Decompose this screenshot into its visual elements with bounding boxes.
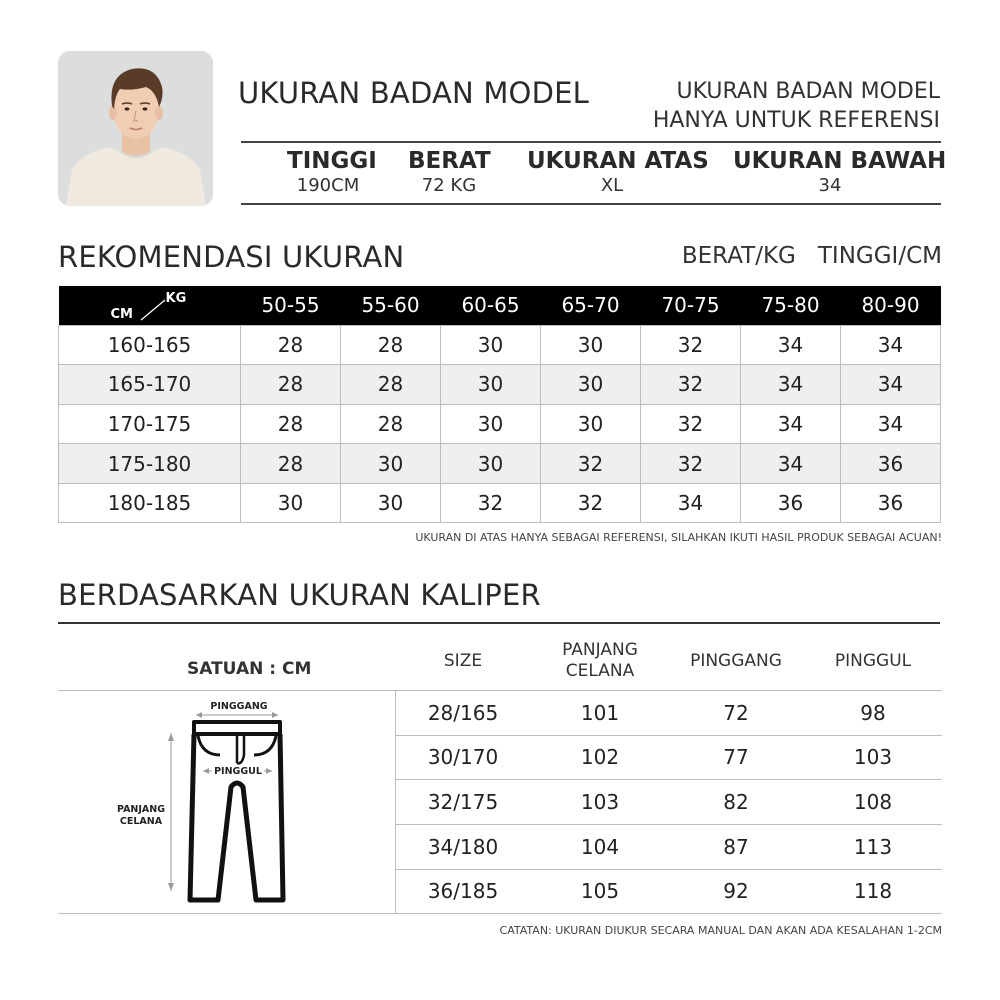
size-cell: 30: [341, 483, 441, 523]
size-cell: 28/165: [427, 701, 499, 725]
column-header-hip: PINGGUL: [834, 651, 912, 671]
table-row: [396, 735, 942, 779]
table-row: [396, 825, 942, 869]
size-cell: 32: [641, 444, 741, 484]
weight-column-header: 80-90: [841, 286, 941, 325]
length-label-line-2: CELANA: [119, 816, 163, 827]
weight-column-header: 55-60: [341, 286, 441, 325]
unit-weight: BERAT/KG: [681, 243, 796, 269]
size-cell: 30: [241, 483, 341, 523]
corner-header-cell: [59, 286, 241, 325]
diagram-label-waist: PINGGANG: [206, 701, 272, 713]
length-cell: 101: [580, 701, 620, 725]
length-cell: 102: [580, 745, 620, 769]
model-stat-top-size: [527, 148, 709, 197]
stat-value: 190CM: [296, 175, 360, 196]
hip-cell: 108: [853, 790, 893, 814]
size-recommendation-table: [58, 286, 941, 523]
table-row: [396, 691, 942, 735]
hip-cell: 103: [853, 745, 893, 769]
size-cell: 28: [341, 325, 441, 365]
height-cell: 170-175: [59, 404, 241, 444]
stat-value: 72 KG: [421, 175, 477, 196]
length-cell: 103: [580, 790, 620, 814]
size-cell: 36/185: [427, 879, 499, 903]
stat-value: XL: [600, 175, 624, 196]
length-cell: 105: [580, 879, 620, 903]
size-cell: 30: [441, 444, 541, 484]
size-cell: 36: [741, 483, 841, 523]
model-note-line-2: HANYA UNTUK REFERENSI: [652, 108, 940, 133]
size-cell: 34: [741, 325, 841, 365]
height-cell: 180-185: [59, 483, 241, 523]
height-cell: 165-170: [59, 365, 241, 405]
size-cell: 30: [541, 365, 641, 405]
size-cell: 32: [641, 325, 741, 365]
size-cell: 30: [541, 404, 641, 444]
table-row: [59, 325, 941, 365]
model-size-note: [653, 77, 940, 135]
size-cell: 34/180: [427, 835, 499, 859]
size-cell: 32: [541, 483, 641, 523]
model-stat-weight: [408, 148, 490, 197]
weight-column-header: 50-55: [241, 286, 341, 325]
size-cell: 28: [341, 365, 441, 405]
diagonal-divider: [59, 286, 241, 325]
model-rule-top: [241, 141, 941, 143]
table-row: [59, 444, 941, 484]
caliper-title-rule: [58, 622, 940, 624]
size-cell: 34: [741, 444, 841, 484]
size-cell: 28: [241, 444, 341, 484]
recommendation-footnote: UKURAN DI ATAS HANYA SEBAGAI REFERENSI, SILAHKAN IKUTI HASIL PRODUK SEBAGAI ACUAN!: [415, 531, 942, 544]
waist-cell: 92: [723, 879, 749, 903]
pants-outline-icon: [110, 695, 310, 910]
size-cell: 30/170: [427, 745, 499, 769]
corner-label-cm: CM: [110, 306, 133, 322]
stat-label: UKURAN ATAS: [527, 148, 709, 174]
size-cell: 32/175: [427, 790, 499, 814]
weight-column-header: 70-75: [641, 286, 741, 325]
size-cell: 28: [241, 325, 341, 365]
weight-column-header: 75-80: [741, 286, 841, 325]
model-stat-height: [287, 148, 377, 197]
size-cell: 34: [841, 365, 941, 405]
stat-label: TINGGI: [287, 148, 377, 174]
waist-cell: 77: [723, 745, 749, 769]
hip-cell: 118: [853, 879, 893, 903]
size-cell: 36: [841, 444, 941, 484]
waist-cell: 72: [723, 701, 749, 725]
column-header-size: SIZE: [443, 651, 483, 671]
hip-cell: 98: [860, 701, 886, 725]
size-cell: 30: [541, 325, 641, 365]
size-cell: 30: [441, 404, 541, 444]
model-portrait-image: [58, 51, 213, 206]
model-note-line-1: UKURAN BADAN MODEL: [676, 79, 940, 104]
length-header-line-2: CELANA: [565, 661, 635, 681]
model-size-title: UKURAN BADAN MODEL: [238, 76, 589, 110]
column-header-waist: PINGGANG: [690, 651, 782, 671]
size-cell: 34: [841, 404, 941, 444]
stat-value: 34: [818, 175, 842, 196]
size-cell: 32: [641, 365, 741, 405]
caliper-title: BERDASARKAN UKURAN KALIPER: [58, 578, 541, 612]
waist-cell: 87: [723, 835, 749, 859]
length-cell: 104: [580, 835, 620, 859]
weight-column-header: 65-70: [541, 286, 641, 325]
size-cell: 34: [741, 365, 841, 405]
stat-label: UKURAN BAWAH: [733, 148, 947, 174]
diagram-label-hip: PINGGUL: [212, 766, 264, 778]
size-cell: 28: [241, 365, 341, 405]
size-cell: 32: [641, 404, 741, 444]
column-header-length: [550, 640, 650, 682]
model-stat-bottom-size: [733, 148, 947, 197]
recommendation-units: [682, 243, 942, 269]
table-row: [396, 869, 942, 913]
model-rule-bottom: [241, 203, 941, 205]
model-photo: [58, 51, 213, 206]
caliper-unit-label: SATUAN : CM: [187, 659, 312, 679]
size-cell: 30: [341, 444, 441, 484]
pants-measurement-diagram: [110, 695, 310, 910]
length-header-line-1: PANJANG: [562, 640, 638, 660]
weight-column-header: 60-65: [441, 286, 541, 325]
size-cell: 34: [841, 325, 941, 365]
size-cell: 28: [341, 404, 441, 444]
diagram-label-length: [110, 804, 172, 828]
waist-cell: 82: [723, 790, 749, 814]
length-label-line-1: PANJANG: [116, 804, 166, 815]
hip-cell: 113: [853, 835, 893, 859]
table-row: [59, 404, 941, 444]
corner-label-kg: KG: [165, 291, 187, 306]
stat-label: BERAT: [408, 148, 491, 174]
size-cell: 34: [741, 404, 841, 444]
recommendation-title: REKOMENDASI UKURAN: [58, 240, 405, 274]
unit-height: TINGGI/CM: [817, 243, 942, 269]
size-cell: 30: [441, 365, 541, 405]
table-row: [59, 365, 941, 405]
height-cell: 175-180: [59, 444, 241, 484]
size-cell: 36: [841, 483, 941, 523]
size-cell: 30: [441, 325, 541, 365]
size-cell: 32: [541, 444, 641, 484]
table-header-row: [59, 286, 941, 325]
height-cell: 160-165: [59, 325, 241, 365]
size-cell: 28: [241, 404, 341, 444]
size-cell: 32: [441, 483, 541, 523]
table-row: [396, 780, 942, 824]
caliper-bottom-rule: [58, 913, 942, 914]
size-cell: 34: [641, 483, 741, 523]
table-row: [59, 483, 941, 523]
caliper-footnote: CATATAN: UKURAN DIUKUR SECARA MANUAL DAN AKAN ADA KESALAHAN 1-2CM: [499, 924, 942, 937]
